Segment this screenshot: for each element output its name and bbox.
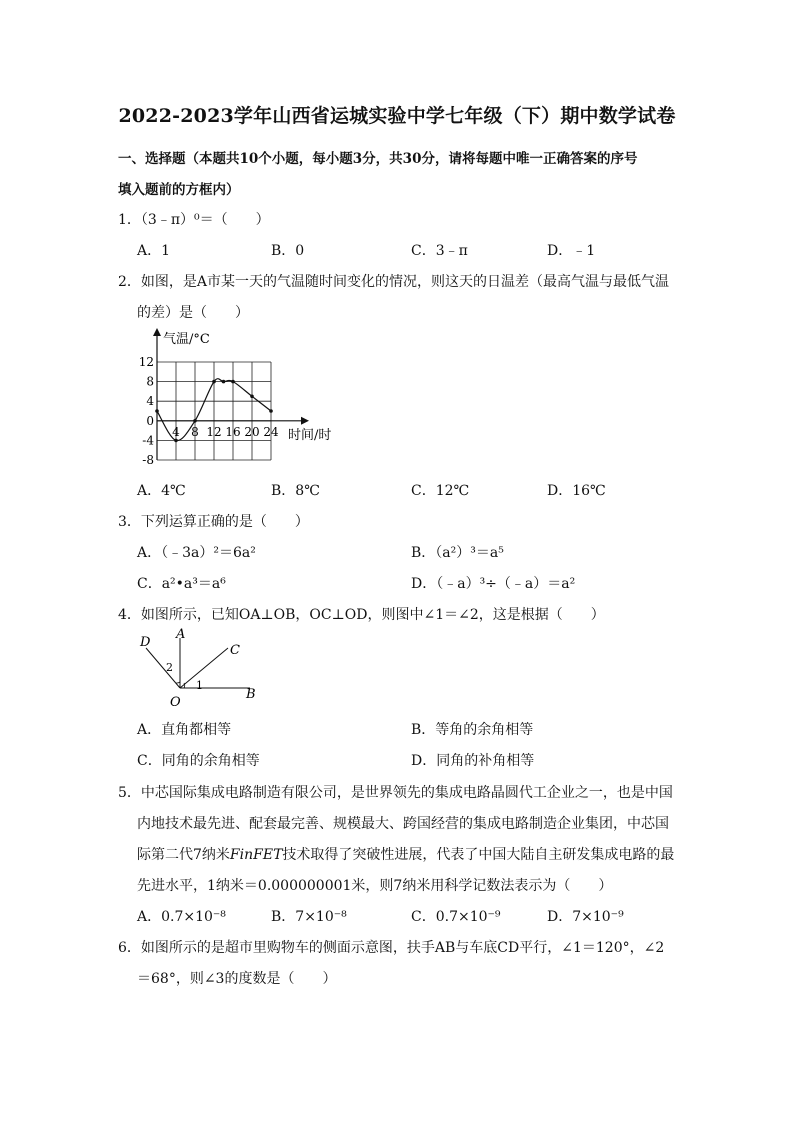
label-d: D bbox=[140, 635, 151, 650]
finfet-term: FinFET bbox=[229, 847, 283, 863]
ray-oc bbox=[180, 648, 228, 688]
x-tick-label: 12 bbox=[206, 424, 222, 439]
y-tick-label: 8 bbox=[146, 374, 154, 389]
data-point bbox=[174, 439, 178, 443]
question-2-stem-line2: 的差）是（ ） bbox=[137, 305, 249, 321]
temperature-graph bbox=[135, 322, 355, 472]
q2-option-a: A．4℃ bbox=[137, 483, 186, 499]
q4-option-d: D．同角的补角相等 bbox=[411, 753, 535, 769]
question-5-line3-part1: 际第二代7纳米 bbox=[137, 847, 230, 863]
q3-option-b: B．（a²）³＝a⁵ bbox=[411, 545, 504, 561]
q3-option-a: A．（﹣3a）²＝6a² bbox=[137, 545, 256, 561]
q1-option-d: D．﹣1 bbox=[547, 243, 596, 259]
label-a: A bbox=[176, 627, 186, 642]
question-3-stem: 3．下列运算正确的是（ ） bbox=[118, 514, 309, 530]
q5-option-c: C．0.7×10⁻⁹ bbox=[411, 909, 501, 925]
x-tick-label: 8 bbox=[191, 424, 199, 439]
section-heading-line1: 一、选择题（本题共10个小题，每小题3分，共30分，请将每题中唯一正确答案的序号 bbox=[118, 151, 638, 167]
question-5-line1: 5．中芯国际集成电路制造有限公司，是世界领先的集成电路晶圆代工企业之一，也是中国 bbox=[118, 785, 673, 801]
label-angle-2: 2 bbox=[166, 661, 173, 674]
x-tick-label: 4 bbox=[172, 424, 180, 439]
data-point bbox=[193, 419, 197, 423]
data-point bbox=[212, 380, 216, 384]
x-axis-label: 时间/时 bbox=[288, 428, 332, 443]
q4-option-c: C．同角的余角相等 bbox=[137, 753, 260, 769]
y-tick-label: -8 bbox=[142, 453, 154, 467]
q3-option-c: C．a²•a³＝a⁶ bbox=[137, 576, 226, 592]
label-c: C bbox=[230, 643, 240, 658]
y-tick-label: 0 bbox=[146, 413, 154, 428]
q5-option-a: A．0.7×10⁻⁸ bbox=[137, 909, 226, 925]
q2-option-b: B．8℃ bbox=[271, 483, 320, 499]
x-tick-label: 24 bbox=[263, 424, 279, 439]
page-title: 2022-2023学年山西省运城实验中学七年级（下）期中数学试卷 bbox=[118, 105, 676, 127]
q5-option-b: B．7×10⁻⁸ bbox=[271, 909, 347, 925]
data-point bbox=[231, 380, 235, 384]
question-5-line4: 先进水平，1纳米＝0.000000001米，则7纳米用科学记数法表示为（ ） bbox=[137, 878, 613, 894]
x-tick-label: 16 bbox=[225, 424, 241, 439]
data-point bbox=[269, 409, 273, 413]
data-point bbox=[222, 380, 226, 384]
q1-option-b: B．0 bbox=[271, 243, 305, 259]
angle-2-arc bbox=[176, 682, 180, 683]
y-axis-arrow bbox=[153, 328, 161, 336]
question-6-line2: ＝68°，则∠3的度数是（ ） bbox=[137, 971, 337, 987]
section-heading-line2: 填入题前的方框内） bbox=[118, 182, 240, 198]
question-4-stem: 4．如图所示，已知OA⊥OB，OC⊥OD，则图中∠1＝∠2，这是根据（ ） bbox=[118, 607, 605, 623]
y-tick-label: -4 bbox=[142, 433, 154, 448]
question-1-stem: 1．（3﹣π）⁰＝（ ） bbox=[118, 212, 270, 228]
y-tick-label: 4 bbox=[146, 394, 154, 409]
question-6-line1: 6．如图所示的是超市里购物车的侧面示意图，扶手AB与车底CD平行，∠1＝120°，∠2 bbox=[118, 940, 665, 956]
label-angle-1: 1 bbox=[196, 679, 203, 692]
angle-1-arc bbox=[184, 683, 185, 688]
question-5-line3-part2: 技术取得了突破性进展，代表了中国大陆自主研发集成电路的最 bbox=[282, 847, 675, 863]
q2-option-d: D．16℃ bbox=[547, 483, 606, 499]
q4-option-a: A．直角都相等 bbox=[137, 722, 232, 738]
angle-figure bbox=[132, 626, 272, 710]
y-tick-label: 12 bbox=[138, 355, 154, 369]
question-5-line2: 内地技术最先进、配套最完善、规模最大、跨国经营的集成电路制造企业集团，中芯国 bbox=[137, 816, 669, 832]
q5-option-d: D．7×10⁻⁹ bbox=[547, 909, 624, 925]
data-point bbox=[155, 409, 159, 413]
q2-option-c: C．12℃ bbox=[411, 483, 470, 499]
y-axis-label: 气温/°C bbox=[163, 332, 210, 347]
x-axis-arrow bbox=[301, 417, 309, 425]
q1-option-c: C．3﹣π bbox=[411, 243, 468, 259]
question-5-line3 bbox=[137, 844, 674, 864]
data-point bbox=[250, 395, 254, 399]
label-b: B bbox=[246, 687, 256, 702]
q1-option-a: A．1 bbox=[137, 243, 171, 259]
q4-option-b: B．等角的余角相等 bbox=[411, 722, 534, 738]
question-2-stem-line1: 2．如图，是A市某一天的气温随时间变化的情况，则这天的日温差（最高气温与最低气温 bbox=[118, 274, 670, 290]
q3-option-d: D．（﹣a）³÷（﹣a）＝a² bbox=[411, 576, 576, 592]
label-o: O bbox=[170, 695, 181, 710]
graph-grid bbox=[157, 362, 271, 460]
ray-od bbox=[146, 648, 180, 688]
x-tick-label: 20 bbox=[244, 424, 260, 439]
